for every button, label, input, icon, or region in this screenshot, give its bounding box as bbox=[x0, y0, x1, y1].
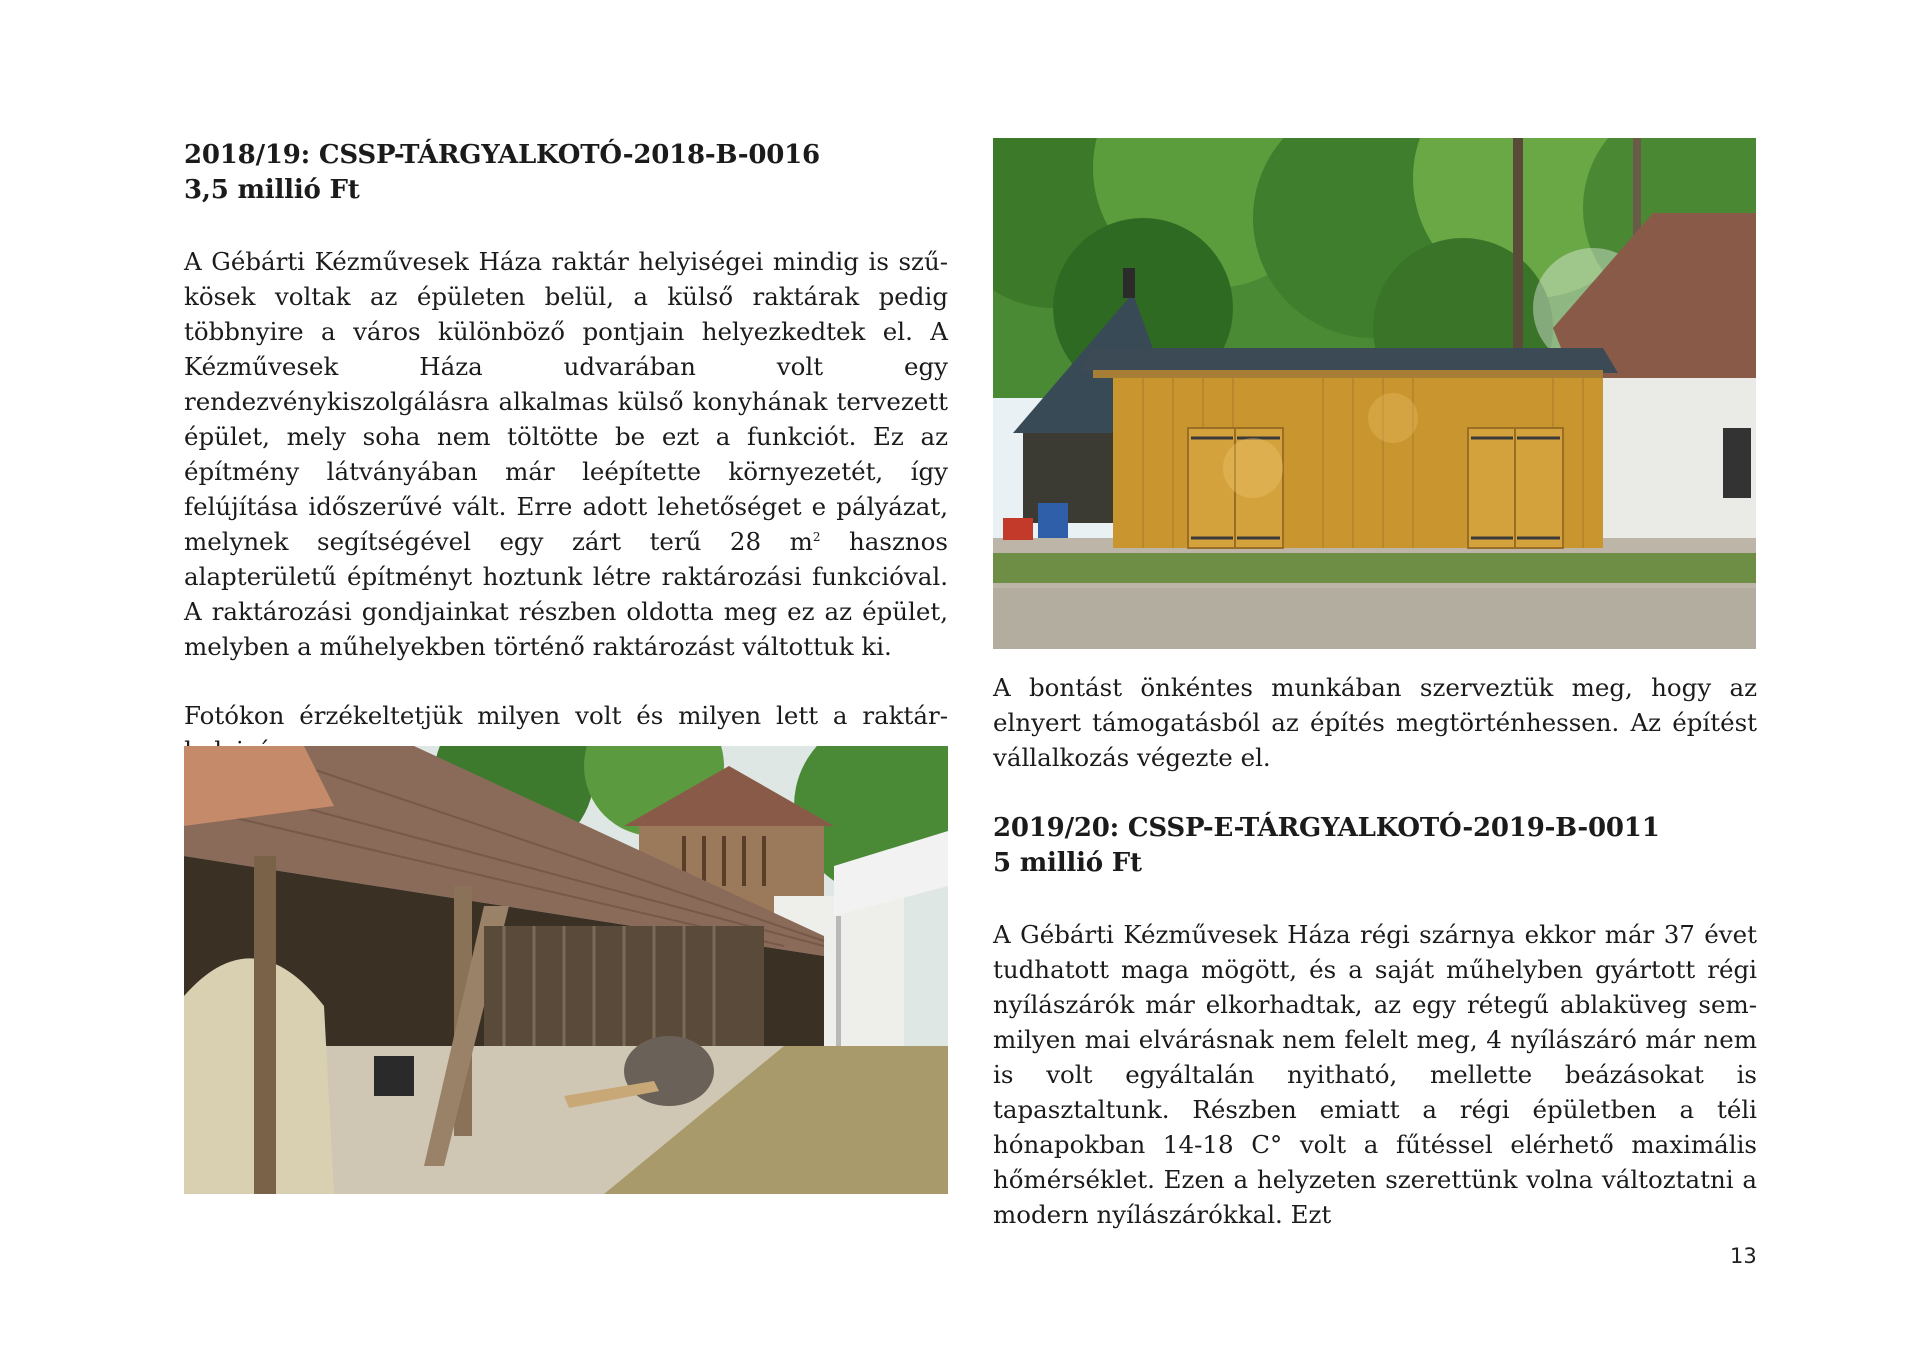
photo-old-storage-structure bbox=[184, 746, 948, 1194]
photo-new-storage-building bbox=[993, 138, 1756, 649]
project-amount: 5 millió Ft bbox=[993, 848, 1142, 878]
body-paragraph: A bontást önkéntes munkában szerveztük meg, hogy az elnyert támogatásból az építés megtörténhessen. Az építést vállalkozás végezte el. bbox=[993, 673, 1757, 772]
project-code-heading: 2019/20: CSSP-E-TÁRGYALKOTÓ-2019-B-0011 bbox=[993, 813, 1660, 843]
photo-caption-paragraph: Fotókon érzékeltetjük milyen volt és milyen lett a raktár bbox=[184, 701, 948, 730]
body-paragraph: A Gébárti Kézművesek Háza régi szárnya ekkor már 37 évet tudhatott maga mögött, és a saját műhelyben gyártott régi nyílászárók már elkorhadtak, az egy rétegű ablaküveg semmilyen mai elvárásnak nem felelt meg, 4 nyílászáró már nem is volt egyáltalán nyitható, mellette beázásokat is tapasztaltunk. Részben emiatt a régi épületben a téli hónapokban 14-18 C° volt a fűtéssel elérhető maximális hőmérséklet. Ezen a helyzeten szerettünk volna változtatni a modern nyílászárókkal. Ezt bbox=[993, 920, 1757, 1229]
right-column bbox=[993, 670, 1757, 1232]
left-column bbox=[184, 138, 948, 768]
project-code-heading: 2018/19: CSSP-TÁRGYALKOTÓ-2018-B-0016 bbox=[184, 140, 820, 170]
superscript: 2 bbox=[812, 529, 821, 544]
page-number: 13 bbox=[1730, 1244, 1757, 1268]
body-paragraph: A Gébárti Kézművesek Háza raktár helyiségei mindig is szűkösek voltak az épületen belül, a külső raktárak pedig többnyire a város különböző pontjain helyezkedtek el. A Kézművesek Háza udvarában volt egy rendezvénykiszolgálásra alkalmas külső konyhának tervezett épület, mely soha nem töltötte be ezt a funkciót. Ez az építmény látványában már leépítette környezetét, így felújítása időszerűvé vált. Erre adott lehetőséget e pályázat, melynek segítségével egy zárt terű 28 $m^2$ hasznos alapterületű építményt hoztunk létre raktározási funkcióval. A raktározási gondjainkat részben oldotta meg ez az épület, melyben a műhelyekben történő raktározást váltottuk ki. bbox=[184, 247, 948, 661]
project-amount: 3,5 millió Ft bbox=[184, 175, 360, 205]
